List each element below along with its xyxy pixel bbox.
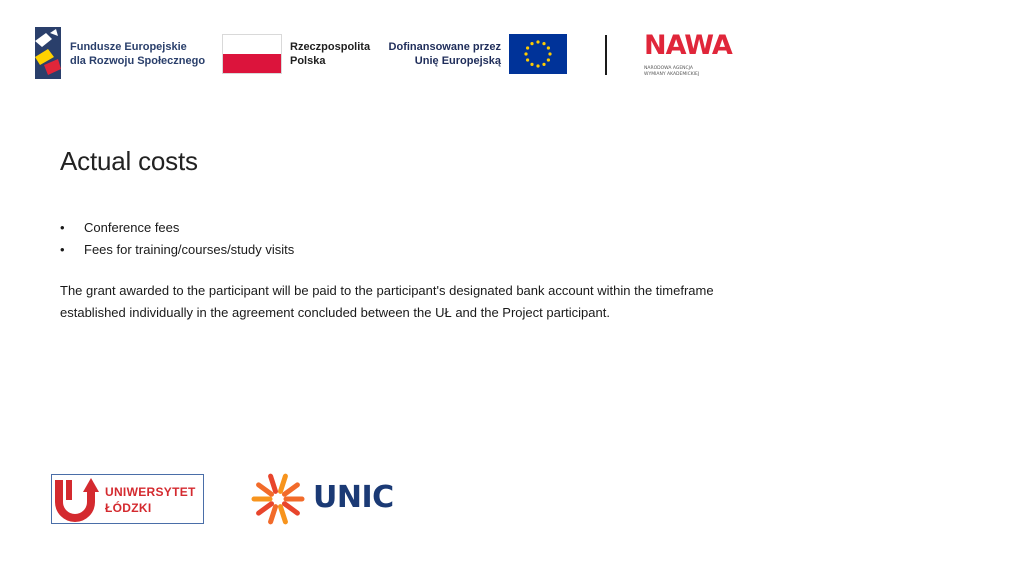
unic-logo [250, 470, 394, 528]
nawa-logo-sub1: NARODOWA AGENCJA [644, 66, 693, 71]
rp-logo-line1: Rzeczpospolita [290, 41, 371, 53]
unic-ray-icon [280, 476, 285, 491]
fundusze-europejskie-logo [34, 27, 224, 81]
unic-ray-icon [259, 504, 272, 513]
eu-logo-line2: Unię Europejską [414, 55, 501, 67]
eu-logo-line1: Dofinansowane przez [388, 41, 501, 53]
unic-emblem-icon [250, 471, 306, 527]
bullet-item [60, 239, 294, 261]
unic-logo-word: UNIC [313, 480, 394, 515]
ul-logo-line1: UNIWERSYTET [105, 485, 196, 499]
fe-logo-line1: Fundusze Europejskie [70, 41, 187, 53]
nawa-logo [640, 32, 750, 77]
rp-logo-line2: Polska [290, 55, 326, 67]
eu-star-icon [542, 63, 545, 66]
unic-ray-icon [259, 485, 272, 494]
unic-ray-icon [271, 476, 276, 491]
ul-emblem-icon [55, 476, 99, 522]
rzeczpospolita-polska-logo [222, 34, 382, 76]
uniwersytet-lodzki-logo [51, 474, 204, 524]
cost-bullet-list [60, 217, 294, 260]
nawa-logo-word: NAWA [644, 30, 732, 61]
eu-star-icon [530, 42, 533, 45]
eu-star-icon [536, 64, 539, 67]
poland-flag-icon [222, 34, 282, 74]
slide-title: Actual costs [60, 146, 198, 176]
eu-star-icon [530, 63, 533, 66]
bullet-text: Fees for training/courses/study visits [84, 241, 295, 257]
eu-star-icon [526, 46, 529, 49]
fe-emblem-icon [34, 27, 64, 81]
unic-ray-icon [284, 485, 297, 494]
unic-ray-icon [284, 504, 297, 513]
nawa-logo-sub2: WYMIANY AKADEMICKIEJ [644, 71, 700, 77]
bullet-icon: • [60, 241, 65, 257]
bullet-text: Conference fees [84, 220, 180, 235]
eu-star-icon [524, 52, 527, 55]
unic-ray-icon [271, 507, 276, 522]
bullet-icon: • [60, 220, 65, 235]
fe-logo-line2: dla Rozwoju Społecznego [70, 54, 206, 67]
eu-star-icon [526, 58, 529, 61]
logo-divider [605, 35, 607, 75]
eu-star-icon [547, 58, 550, 61]
eu-star-icon [536, 40, 539, 43]
eu-star-icon [547, 46, 550, 49]
eu-star-icon [548, 52, 551, 55]
grant-payment-paragraph: The grant awarded to the participant will be paid to the participant's designated bank account within the timeframe established individually in the agreement concluded between the UŁ and the Project participant. [60, 283, 714, 320]
unic-ray-icon [280, 507, 285, 522]
bullet-item [60, 217, 294, 239]
eu-funding-text [380, 40, 501, 68]
eu-star-icon [542, 42, 545, 45]
eu-flag-icon [509, 34, 567, 74]
ul-logo-line2: ŁÓDZKI [105, 501, 152, 515]
